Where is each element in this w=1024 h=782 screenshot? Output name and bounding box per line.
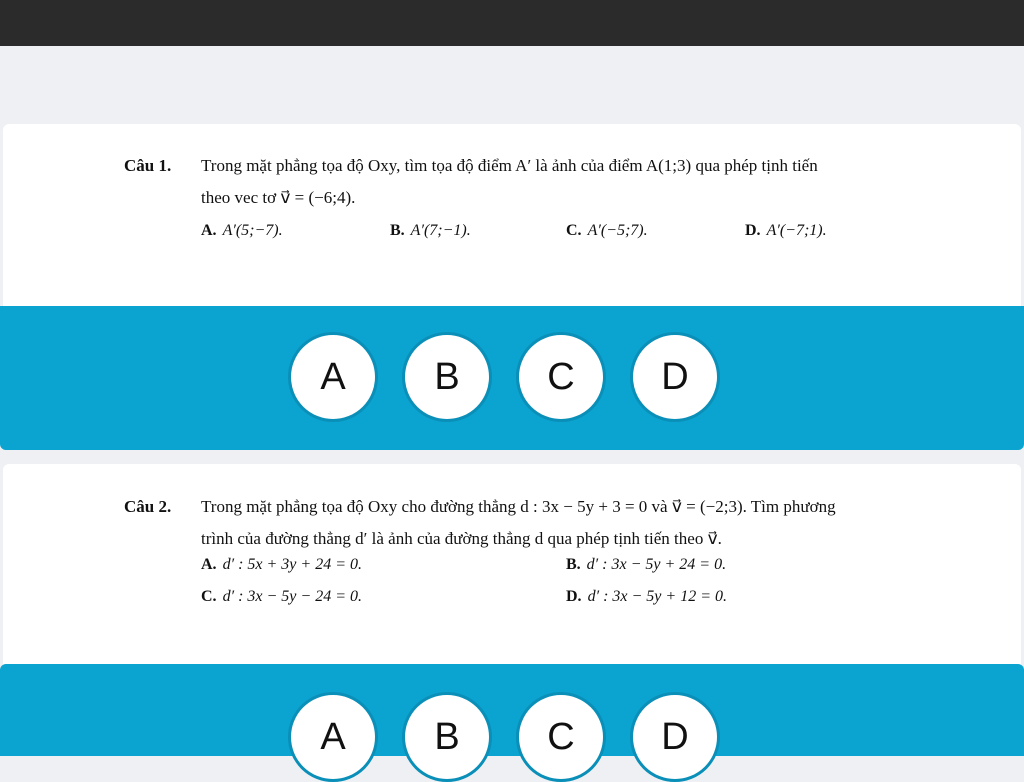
option-a-button[interactable]: A (288, 332, 378, 422)
question-1-text-line1: Trong mặt phẳng tọa độ Oxy, tìm tọa độ điểm A′ là ảnh của điểm A(1;3) qua phép tịnh tiến (201, 156, 818, 175)
answer-panel-1 (0, 306, 1024, 450)
answer-label: D. (745, 222, 761, 239)
top-bar (0, 0, 1024, 46)
question-1-answer-c (566, 222, 648, 240)
answer-panel-2 (0, 664, 1024, 756)
question-1-text-line2: theo vec tơ v⃗ = (−6;4). (201, 188, 356, 207)
question-1-card (3, 124, 1021, 314)
answer-label: B. (390, 222, 405, 239)
option-b-button[interactable]: B (402, 692, 492, 782)
question-2-number: Câu 2. (124, 497, 172, 516)
question-1-answer-b (390, 222, 471, 240)
question-2-answer-c (201, 588, 362, 606)
question-2-answer-a (201, 556, 362, 574)
answer-label: B. (566, 556, 581, 573)
option-c-button[interactable]: C (516, 332, 606, 422)
option-d-button[interactable]: D (630, 332, 720, 422)
answer-text: d′ : 5x + 3y + 24 = 0. (222, 556, 362, 573)
question-1-number: Câu 1. (124, 156, 172, 175)
question-2-text-line2: trình của đường thẳng d′ là ảnh của đường thẳng d qua phép tịnh tiến theo v⃗. (201, 529, 722, 548)
answer-label: A. (201, 556, 217, 573)
answer-text: d′ : 3x − 5y + 12 = 0. (587, 588, 727, 605)
answer-text: A′(−7;1). (766, 222, 827, 239)
option-d-button[interactable]: D (630, 692, 720, 782)
answer-text: d′ : 3x − 5y − 24 = 0. (222, 588, 362, 605)
question-2-card (3, 464, 1021, 674)
answer-label: C. (201, 588, 217, 605)
question-2-text-line1: Trong mặt phẳng tọa độ Oxy cho đường thẳng d : 3x − 5y + 3 = 0 và v⃗ = (−2;3). Tìm phương (201, 497, 836, 516)
question-1-answer-d (745, 222, 827, 240)
answer-label: D. (566, 588, 582, 605)
answer-label: A. (201, 222, 217, 239)
question-2-answer-d (566, 588, 727, 606)
option-b-button[interactable]: B (402, 332, 492, 422)
answer-text: A′(7;−1). (410, 222, 471, 239)
answer-text: A′(5;−7). (222, 222, 283, 239)
question-2-answer-b (566, 556, 726, 574)
question-1-answer-a (201, 222, 283, 240)
answer-label: C. (566, 222, 582, 239)
option-a-button[interactable]: A (288, 692, 378, 782)
answer-text: A′(−5;7). (587, 222, 648, 239)
answer-text: d′ : 3x − 5y + 24 = 0. (586, 556, 727, 573)
option-c-button[interactable]: C (516, 692, 606, 782)
